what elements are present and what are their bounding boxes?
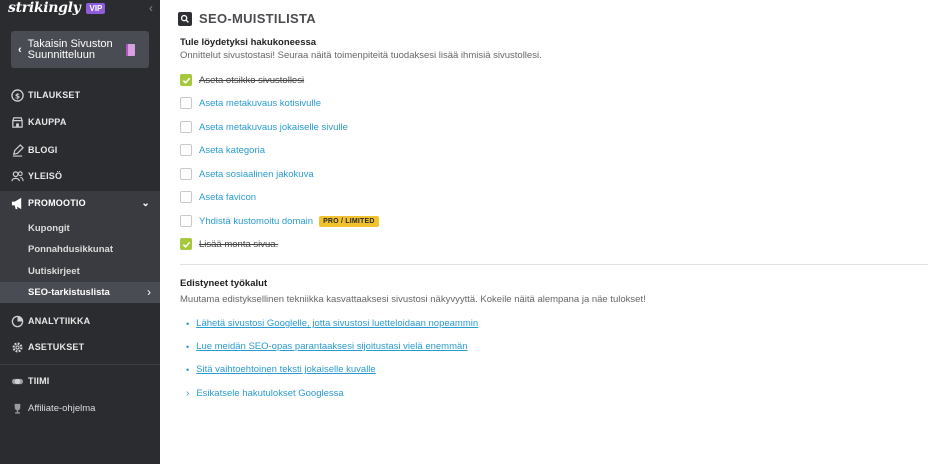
megaphone-icon — [10, 196, 24, 210]
team-icon — [10, 374, 24, 388]
chevron-right-icon: › — [147, 285, 151, 299]
nav-label: YLEISÖ — [28, 171, 63, 181]
section-title-advanced: Edistyneet työkalut — [180, 278, 268, 289]
checklist-item[interactable] — [180, 120, 348, 134]
section-divider — [180, 264, 928, 265]
strikingly-logo: strikingly — [8, 0, 81, 16]
subnav-seo-checklist[interactable] — [0, 282, 160, 303]
nav-item-analytiikka[interactable] — [0, 309, 160, 333]
subnav-ponnahdusikkunat[interactable]: Ponnahdusikkunat — [28, 244, 113, 255]
nav-label: KAUPPA — [28, 117, 67, 127]
search-icon — [178, 12, 192, 26]
checkbox-checked[interactable] — [180, 74, 192, 86]
nav-item-promootio[interactable] — [0, 191, 160, 215]
link-text[interactable]: Lähetä sivustosi Googlelle, jotta sivustosi luetteloidaan nopeammin — [196, 318, 479, 329]
pro-limited-badge: PRO / LIMITED — [319, 216, 379, 227]
checklist-item[interactable] — [180, 167, 314, 181]
brand[interactable] — [8, 0, 105, 16]
nav-item-affiliate[interactable] — [0, 396, 160, 420]
bullet-icon: • — [186, 341, 190, 352]
bullet-icon: • — [186, 318, 190, 329]
users-icon — [10, 169, 24, 183]
checklist-item[interactable] — [180, 237, 278, 251]
section-title-found: Tule löydetyksi hakukoneessa — [180, 37, 317, 48]
checklist-item[interactable] — [180, 190, 256, 204]
nav-label: Affiliate-ohjelma — [28, 402, 96, 414]
nav-label: PROMOOTIO — [28, 198, 86, 208]
checklist-item-label[interactable]: Aseta favicon — [199, 191, 257, 203]
trophy-icon — [10, 401, 24, 415]
svg-text:$: $ — [14, 90, 20, 100]
preview-link-text[interactable]: Esikatsele hakutulokset Googlessa — [196, 388, 344, 399]
subnav-label: SEO-tarkistuslista — [28, 287, 110, 298]
checkmark-icon — [182, 76, 191, 85]
checklist-item-label: Lisää monta sivua. — [199, 238, 279, 250]
section-subtitle-advanced: Muutama edistyksellinen tekniikka kasvattaaksesi sivustosi näkyvyyttä. Kokeile näitä alempana ja näe tulokset! — [180, 294, 646, 305]
subnav-uutiskirjeet[interactable]: Uutiskirjeet — [28, 266, 80, 277]
checklist-item[interactable] — [180, 73, 304, 87]
link-text[interactable]: Lue meidän SEO-opas parantaaksesi sijoitustasi vielä enemmän — [196, 341, 468, 352]
checklist-item-label: Aseta otsikko sivustollesi — [199, 74, 305, 86]
sidebar-divider — [0, 364, 160, 365]
link-text[interactable]: Sitä vaihtoehtoinen teksti jokaiselle kuvalle — [196, 364, 376, 375]
nav-item-tiimi[interactable] — [0, 369, 160, 393]
checklist-item-label[interactable]: Yhdistä kustomoitu domain — [199, 215, 314, 227]
nav-label: ASETUKSET — [28, 342, 85, 352]
checkbox[interactable] — [180, 168, 192, 180]
nav-item-asetukset[interactable] — [0, 335, 160, 359]
link-seo-guide[interactable] — [186, 341, 468, 352]
nav-item-blogi[interactable] — [0, 138, 160, 162]
checklist-item[interactable] — [180, 96, 321, 110]
nav-item-tilaukset[interactable] — [0, 83, 160, 107]
book-icon — [126, 44, 135, 56]
subnav-kupongit[interactable]: Kupongit — [28, 223, 70, 234]
link-alt-text[interactable] — [186, 364, 376, 375]
checklist-item[interactable] — [180, 214, 379, 228]
page-title — [178, 11, 316, 26]
page-title-text: SEO-MUISTILISTA — [199, 11, 316, 26]
nav-label: BLOGI — [28, 145, 58, 155]
pen-icon — [10, 143, 24, 157]
back-to-editor-button[interactable] — [11, 31, 149, 68]
chevron-right-icon: › — [186, 388, 190, 399]
dollar-icon — [10, 88, 24, 102]
checklist-item-label[interactable]: Aseta sosiaalinen jakokuva — [199, 168, 314, 180]
nav-item-kauppa[interactable] — [0, 110, 160, 134]
chevron-left-icon: ‹ — [18, 43, 22, 56]
checklist-item-label[interactable]: Aseta kategoria — [199, 144, 266, 156]
nav-label: TIIMI — [28, 376, 50, 386]
checklist-item-label[interactable]: Aseta metakuvaus kotisivulle — [199, 97, 321, 109]
preview-google-results[interactable] — [186, 388, 344, 399]
sidebar — [0, 0, 160, 464]
main-content — [160, 0, 928, 464]
section-subtitle-found: Onnittelut sivustostasi! Seuraa näitä toimenpiteitä tuodaksesi lisää ihmisiä sivustollesi. — [180, 50, 542, 61]
link-submit-google[interactable] — [186, 318, 478, 329]
checkbox[interactable] — [180, 215, 192, 227]
checklist-item[interactable] — [180, 143, 265, 157]
store-icon — [10, 115, 24, 129]
gear-icon — [10, 340, 24, 354]
nav-label: TILAUKSET — [28, 90, 81, 100]
checklist-item-label[interactable]: Aseta metakuvaus jokaiselle sivulle — [199, 121, 348, 133]
checkmark-icon — [182, 240, 191, 249]
nav-label: ANALYTIIKKA — [28, 316, 91, 326]
checkbox[interactable] — [180, 121, 192, 133]
collapse-sidebar-icon[interactable]: ‹ — [149, 1, 153, 15]
chevron-down-icon: ⌄ — [141, 197, 150, 209]
checkbox[interactable] — [180, 144, 192, 156]
vip-badge: VIP — [86, 3, 105, 14]
checkbox[interactable] — [180, 191, 192, 203]
back-button-label: Takaisin Sivuston Suunnitteluun — [27, 37, 113, 61]
pie-chart-icon — [10, 314, 24, 328]
checkbox[interactable] — [180, 97, 192, 109]
nav-item-yleiso[interactable] — [0, 164, 160, 188]
bullet-icon: • — [186, 364, 190, 375]
checkbox-checked[interactable] — [180, 238, 192, 250]
